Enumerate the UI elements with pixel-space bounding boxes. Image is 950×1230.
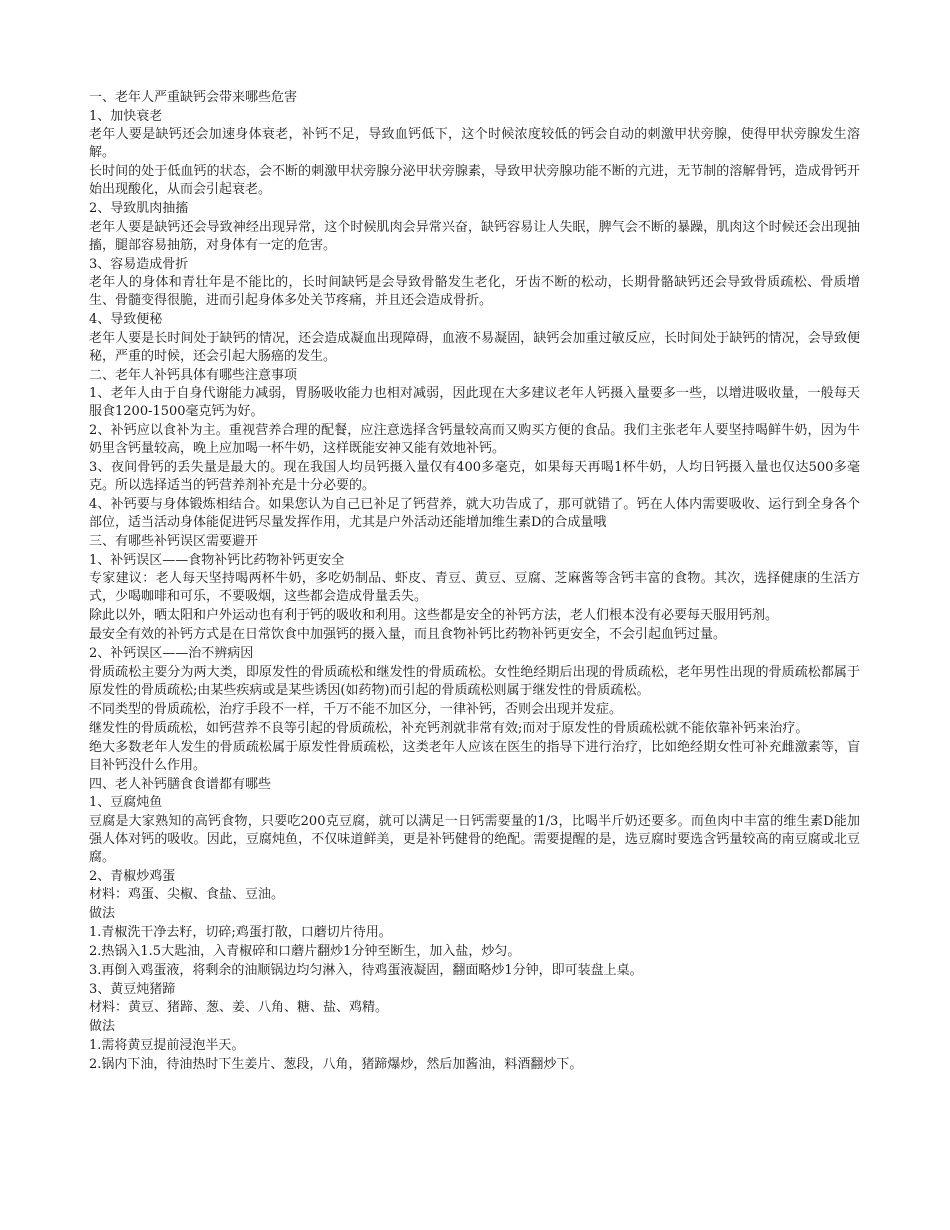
section-heading: 做法 [89,906,116,921]
section-heading: 2、导致肌肉抽搐 [89,201,189,216]
paragraph: 2.热锅入1.5大匙油，入青椒碎和口蘑片翻炒1分钟至断生，加入盐，炒匀。 [89,943,521,959]
document-body [89,89,860,1074]
paragraph: 4、补钙要与身体锻炼相结合。如果您认为自己已补足了钙营养，就大功告成了，那可就错了。钙在人体内需要吸收、运行到全身各个部位，适当活动身体能促进钙尽量发挥作用，尤其是户外活动还能增加维生素D的合成量哦 [89,497,860,530]
section-heading: 四、老人补钙膳食食谱都有哪些 [89,776,272,792]
section-heading: 做法 [89,1019,116,1034]
paragraph: 除此以外，晒太阳和户外运动也有利于钙的吸收和利用。这些都是安全的补钙方法，老人们根本没有必要每天服用钙剂。 [89,608,779,623]
paragraph: 骨质疏松主要分为两大类，即原发性的骨质疏松和继发性的骨质疏松。女性绝经期后出现的骨质疏松，老年男性出现的骨质疏松都属于原发性的骨质疏松;由某些疾病或是某些诱因(如药物)而引起的骨质疏松则属于继发性的骨质疏松。 [89,664,860,698]
section-heading: 3、容易造成骨折 [89,256,189,272]
paragraph: 1、老年人由于自身代谢能力减弱，胃肠吸收能力也相对减弱，因此现在大多建议老年人钙摄入量要多一些，以增进吸收量，一般每天服食1200-1500毫克钙为好。 [89,386,860,419]
section-heading: 一、老年人严重缺钙会带来哪些危害 [89,90,298,105]
paragraph: 最安全有效的补钙方式是在日常饮食中加强钙的摄入量，而且食物补钙比药物补钙更安全，不会引起血钙过量。 [89,627,727,642]
section-heading: 1、加快衰老 [89,108,163,124]
paragraph: 不同类型的骨质疏松，治疗手段不一样，千万不能不加区分，一律补钙，否则会出现并发症。 [89,701,623,717]
section-heading: 1、豆腐炖鱼 [89,795,163,810]
section-heading: 4、导致便秘 [89,312,163,327]
paragraph: 老年人要是缺钙还会导致神经出现异常，这个时候肌肉会异常兴奋，缺钙容易让人失眠，脾气会不断的暴躁，肌肉这个时候还会出现抽搐，腿部容易抽筋，对身体有一定的危害。 [89,219,860,253]
paragraph: 2.锅内下油，待油热时下生姜片、葱段，八角，猪蹄爆炒，然后加酱油，料酒翻炒下。 [89,1056,583,1072]
paragraph: 1.需将黄豆提前浸泡半天。 [89,1037,245,1053]
paragraph: 材料：鸡蛋、尖椒、食盐、豆油。 [89,887,285,902]
paragraph: 老年人的身体和青壮年是不能比的，长时间缺钙是会导致骨骼发生老化，牙齿不断的松动，长期骨骼缺钙还会导致骨质疏松、骨质增生、骨髓变得很脆，进而引起身体多处关节疼痛，并且还会造成骨折。 [89,275,860,308]
section-heading: 1、补钙误区——食物补钙比药物补钙更安全 [89,552,345,568]
paragraph: 老年人要是缺钙还会加速身体衰老，补钙不足，导致血钙低下，这个时候浓度较低的钙会自动的刺激甲状旁腺，使得甲状旁腺发生溶解。 [89,127,860,160]
paragraph: 豆腐是大家熟知的高钙食物，只要吃200克豆腐，就可以满足一日钙需要量的1/3，比喝半斤奶还要多。而鱼肉中丰富的维生素D能加强人体对钙的吸收。因此，豆腐炖鱼，不仅味道鲜美，更是补钙健骨的绝配。需要提醒的是，选豆腐时要选含钙量较高的南豆腐或北豆腐。 [89,813,860,865]
section-heading: 2、补钙误区——治不辨病因 [89,646,254,661]
paragraph: 3、夜间骨钙的丢失量是最大的。现在我国人均员钙摄入量仅有400多毫克，如果每天再喝1杯牛奶，人均日钙摄入量也仅达500多毫克。所以选择适当的钙营养剂补充是十分必要的。 [89,460,860,493]
paragraph: 材料：黄豆、猪蹄、葱、姜、八角、糖、盐、鸡精。 [89,1000,389,1015]
paragraph: 老年人要是长时间处于缺钙的情况，还会造成凝血出现障碍，血液不易凝固，缺钙会加重过敏反应，长时间处于缺钙的情况，会导致便秘，严重的时候，还会引起大肠癌的发生。 [89,330,860,364]
paragraph: 1.青椒洗干净去籽，切碎;鸡蛋打散，口蘑切片待用。 [89,924,392,940]
section-heading: 2、青椒炒鸡蛋 [89,868,176,884]
paragraph: 3.再倒入鸡蛋液，将剩余的油顺锅边均匀淋入，待鸡蛋液凝固，翻面略炒1分钟，即可装盘上桌。 [89,962,643,978]
paragraph: 绝大多数老年人发生的骨质疏松属于原发性骨质疏松，这类老年人应该在医生的指导下进行治疗，比如绝经期女性可补充雌激素等，盲目补钙没什么作用。 [89,739,860,773]
paragraph: 2、补钙应以食补为主。重视营养合理的配餐，应注意选择含钙量较高而又购买方便的食品。我们主张老年人要坚持喝鲜牛奶，因为牛奶里含钙量较高，晚上应加喝一杯牛奶，这样既能安神又能有效地补钙。 [89,423,860,456]
paragraph: 继发性的骨质疏松，如钙营养不良等引起的骨质疏松，补充钙剂就非常有效;而对于原发性的骨质疏松就不能依靠补钙来治疗。 [89,720,809,736]
paragraph: 长时间的处于低血钙的状态，会不断的刺激甲状旁腺分泌甲状旁腺素，导致甲状旁腺功能不断的亢进，无节制的溶解骨钙，造成骨钙开始出现酸化，从而会引起衰老。 [89,164,860,197]
section-heading: 3、黄豆炖猪蹄 [89,981,176,997]
paragraph: 专家建议：老人每天坚持喝两杯牛奶，多吃奶制品、虾皮、青豆、黄豆、豆腐、芝麻酱等含钙丰富的食物。其次，选择健康的生活方式，少喝咖啡和可乐，不要吸烟，这些都会造成骨量丢失。 [89,571,860,604]
section-heading: 二、老年人补钙具体有哪些注意事项 [89,367,298,383]
section-heading: 三、有哪些补钙误区需要避开 [89,534,259,549]
